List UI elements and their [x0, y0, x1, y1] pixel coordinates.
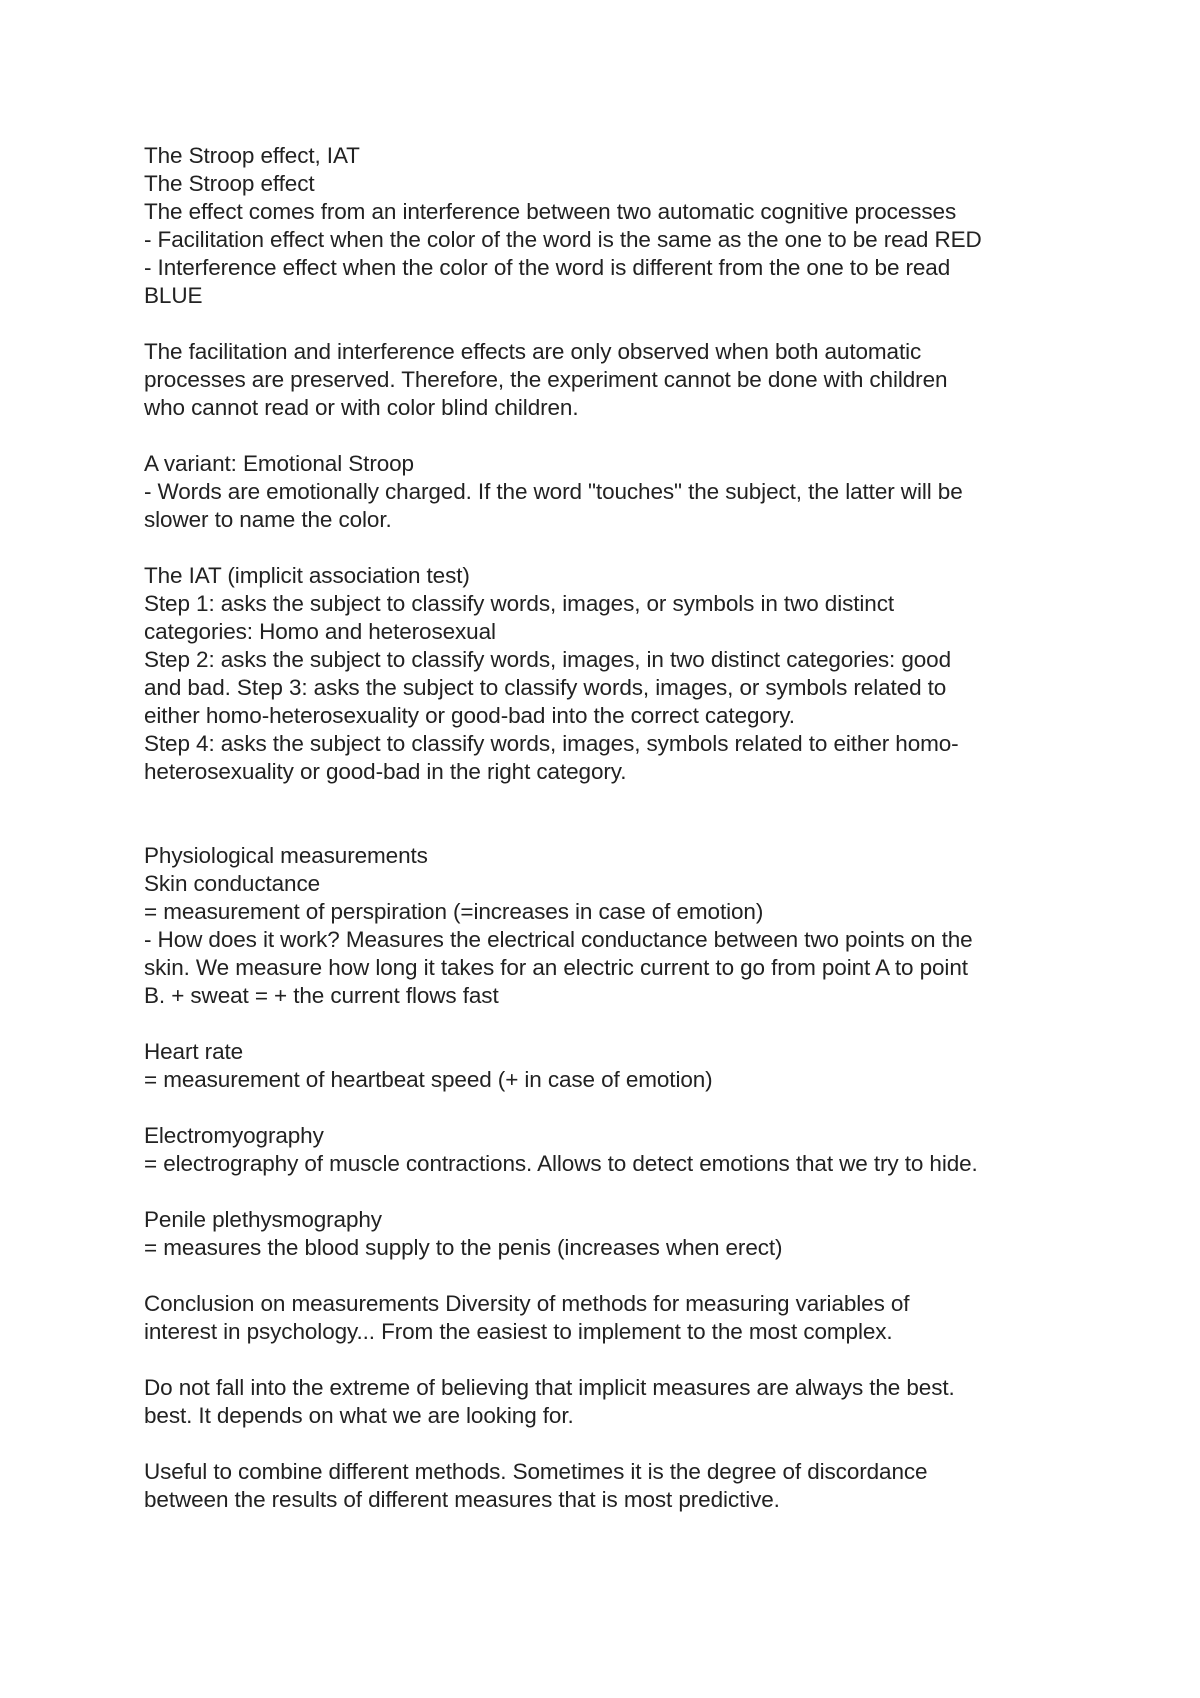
text-line: The effect comes from an interference between two automatic cognitive processes — [144, 199, 957, 224]
text-line: = electrography of muscle contractions. Allows to detect emotions that we try to hide. — [144, 1151, 978, 1176]
text-line: The IAT (implicit association test) — [144, 563, 470, 588]
text-line: Step 4: asks the subject to classify words, images, symbols related to either homo- — [144, 731, 959, 756]
document-body — [144, 142, 1084, 1514]
blank-line — [144, 534, 1084, 562]
blank-line — [144, 1094, 1084, 1122]
text-line: The Stroop effect, IAT — [144, 143, 360, 168]
blank-line — [144, 1010, 1084, 1038]
text-line: skin. We measure how long it takes for an electric current to go from point A to point — [144, 955, 968, 980]
blank-line — [144, 786, 1084, 814]
text-line: Step 2: asks the subject to classify words, images, in two distinct categories: good — [144, 647, 951, 672]
text-line: = measurement of perspiration (=increases in case of emotion) — [144, 899, 764, 924]
text-line: who cannot read or with color blind children. — [144, 395, 579, 420]
text-line: Conclusion on measurements Diversity of methods for measuring variables of — [144, 1291, 910, 1316]
text-line: and bad. Step 3: asks the subject to classify words, images, or symbols related to — [144, 675, 947, 700]
blank-line — [144, 1262, 1084, 1290]
text-line: The facilitation and interference effects are only observed when both automatic — [144, 339, 922, 364]
text-line: The Stroop effect — [144, 171, 315, 196]
text-line: between the results of different measures that is most predictive. — [144, 1487, 780, 1512]
text-line: A variant: Emotional Stroop — [144, 451, 414, 476]
text-line: interest in psychology... From the easiest to implement to the most complex. — [144, 1319, 893, 1344]
blank-line — [144, 1430, 1084, 1458]
text-line: = measures the blood supply to the penis (increases when erect) — [144, 1235, 783, 1260]
text-line: Skin conductance — [144, 871, 321, 896]
text-line: processes are preserved. Therefore, the experiment cannot be done with children — [144, 367, 948, 392]
text-line: - How does it work? Measures the electrical conductance between two points on the — [144, 927, 973, 952]
blank-line — [144, 310, 1084, 338]
text-line: Physiological measurements — [144, 843, 428, 868]
text-line: heterosexuality or good-bad in the right category. — [144, 759, 627, 784]
text-line: Electromyography — [144, 1123, 324, 1148]
text-line: either homo-heterosexuality or good-bad into the correct category. — [144, 703, 795, 728]
text-line: - Facilitation effect when the color of the word is the same as the one to be read RED — [144, 227, 982, 252]
text-line: = measurement of heartbeat speed (+ in case of emotion) — [144, 1067, 713, 1092]
blank-line — [144, 1178, 1084, 1206]
text-line: - Words are emotionally charged. If the word "touches" the subject, the latter will be — [144, 479, 963, 504]
text-line: slower to name the color. — [144, 507, 392, 532]
text-line: Step 1: asks the subject to classify words, images, or symbols in two distinct — [144, 591, 895, 616]
text-line: B. + sweat = + the current flows fast — [144, 983, 499, 1008]
text-line: BLUE — [144, 283, 203, 308]
text-line: categories: Homo and heterosexual — [144, 619, 496, 644]
text-line: Heart rate — [144, 1039, 244, 1064]
blank-line — [144, 422, 1084, 450]
text-line: Penile plethysmography — [144, 1207, 382, 1232]
text-line: Do not fall into the extreme of believing that implicit measures are always the best. — [144, 1375, 955, 1400]
blank-line — [144, 814, 1084, 842]
blank-line — [144, 1346, 1084, 1374]
text-line: - Interference effect when the color of the word is different from the one to be read — [144, 255, 951, 280]
text-line: Useful to combine different methods. Sometimes it is the degree of discordance — [144, 1459, 928, 1484]
text-line: best. It depends on what we are looking for. — [144, 1403, 574, 1428]
